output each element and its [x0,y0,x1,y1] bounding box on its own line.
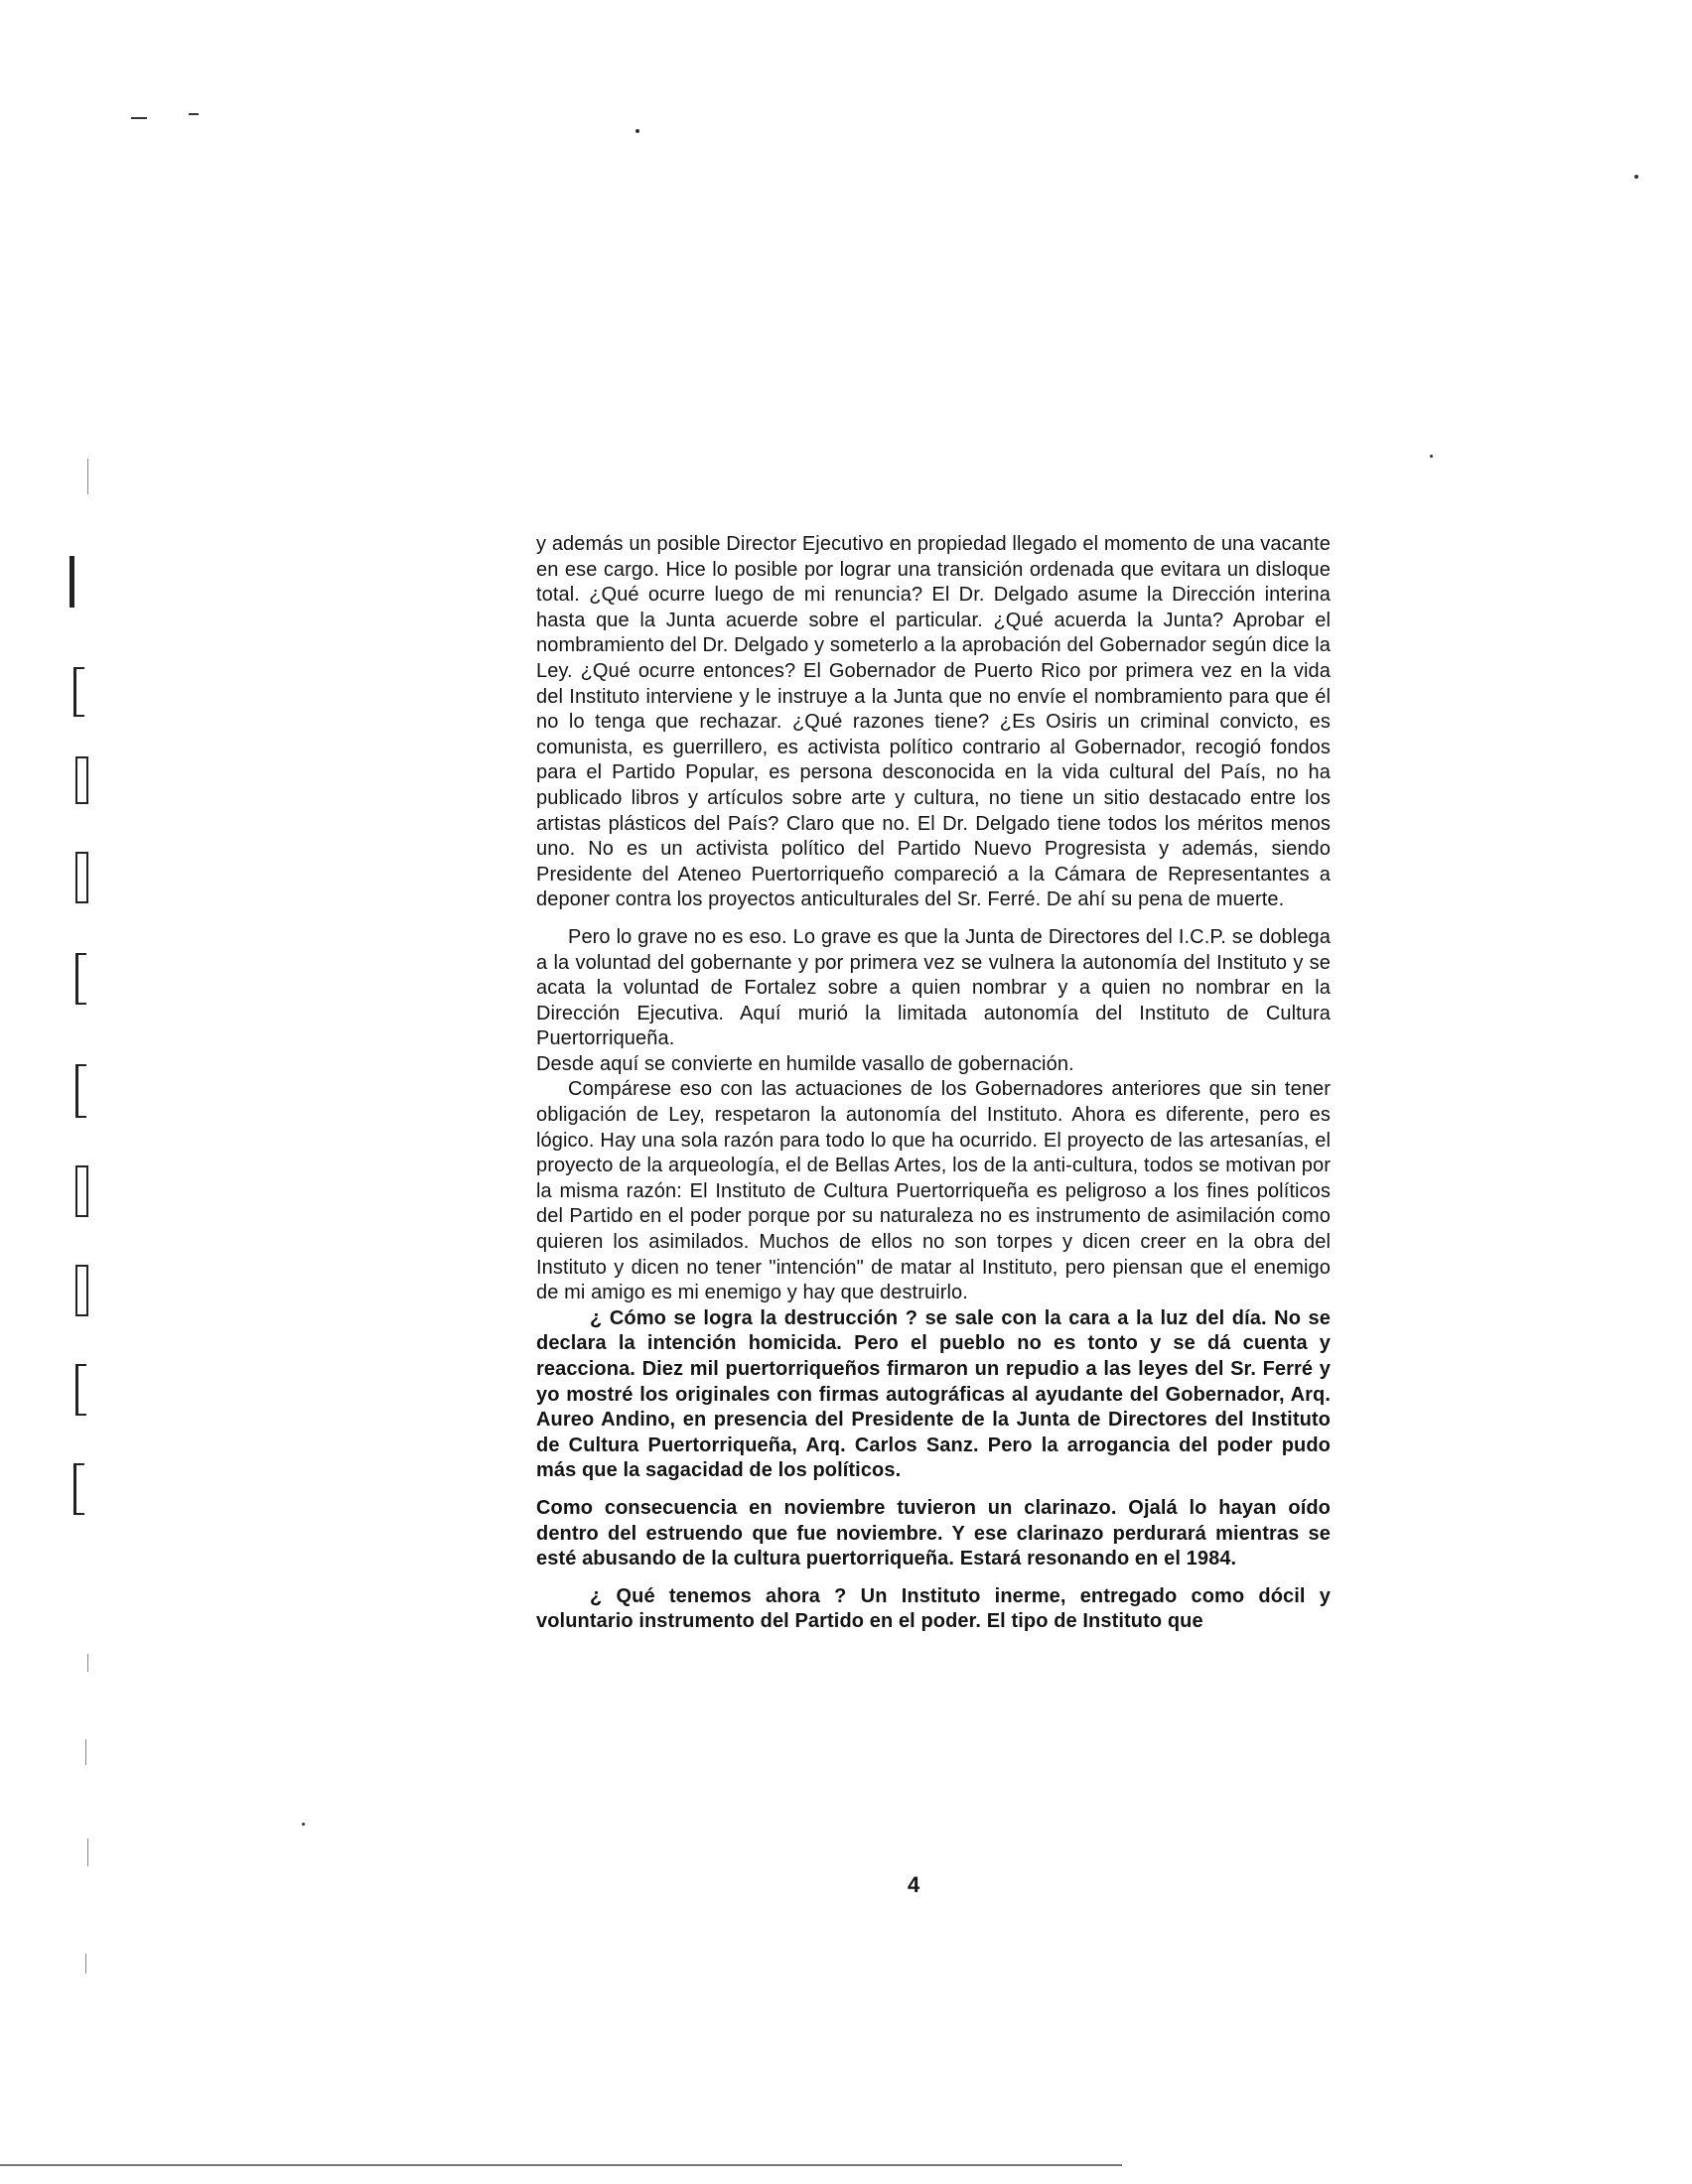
margin-mark [75,852,88,903]
paragraph: Desde aquí se convierte en humilde vasallo de gobernación. [536,1052,1074,1075]
scan-edge-line [0,2164,1122,2166]
scan-artifact [85,1954,86,1974]
margin-mark [75,756,88,804]
document-body [536,532,1331,1635]
scan-speck [1634,175,1638,179]
scan-speck [131,117,147,119]
scan-speck [189,113,199,115]
page-number: 4 [908,1872,920,1897]
scan-artifact [87,1654,88,1672]
margin-mark [75,1364,86,1416]
margin-mark [75,1064,86,1118]
margin-mark [70,556,74,608]
paragraph: Pero lo grave no es eso. Lo grave es que la Junta de Directores del I.C.P. se doblega a la voluntad del gobernante y por primera vez se vulnera la autonomía del Instituto y se acata la voluntad de Fortalez sobre a quien nombrar y a quien no nombrar en la Dirección Ejecutiva. Aquí murió la limitada autonomía del Instituto de Cultura Puertorriqueña. [536,925,1331,1050]
paragraph: ¿ Qué tenemos ahora ? Un Instituto inerme, entregado como dócil y voluntario instrumento del Partido en el poder. El tipo de Instituto que [536,1584,1331,1633]
paragraph: Compárese eso con las actuaciones de los Gobernadores anteriores que sin tener obligación de Ley, respetaron la autonomía del Instituto. Ahora es diferente, pero es lógico. Hay una sola razón para todo lo que ha ocurrido. El proyecto de las artesanías, el proyecto de la arqueología, el de Bellas Artes, los de la anti-cultura, todos se motivan por la misma razón: El Instituto de Cultura Puertorriqueña es peligroso a los fines políticos del Partido en el poder porque por su naturaleza no es instrumento de asimilación como quieren los asimilados. Muchos de ellos no son torpes y dicen creer en la obra del Instituto y dicen no tener "intención" de matar al Instituto, pero piensan que el enemigo de mi amigo es mi enemigo y hay que destruirlo. [536,1078,1331,1304]
margin-mark [75,1165,88,1217]
scan-speck [1430,455,1433,458]
margin-mark [75,1265,88,1316]
paragraph: y además un posible Director Ejecutivo en propiedad llegado el momento de una vacante en ese cargo. Hice lo posible por lograr una transición ordenada que evitara un disloque total. ¿Qué ocurre luego de mi renuncia? El Dr. Delgado asume la Dirección interina hasta que la Junta acuerde sobre el particular. ¿Qué acuerda la Junta? Aprobar el nombramiento del Dr. Delgado y someterlo a la aprobación del Gobernador según dice la Ley. ¿Qué ocurre entonces? El Gobernador de Puerto Rico por primera vez en la vida del Instituto interviene y le instruye a la Junta que no envíe el nombramiento para que él no lo tenga que rechazar. ¿Qué razones tiene? ¿Es Osiris un criminal convicto, es comunista, es guerrillero, es activista político contrario al Gobernador, recogió fondos para el Partido Popular, es persona desconocida en la vida cultural del País, no ha publicado libros y artículos sobre arte y cultura, no tiene un sitio destacado entre los artistas plásticos del País? Claro que no. El Dr. Delgado tiene todos los méritos menos uno. No es un activista político del Partido Nuevo Progresista y además, siendo Presidente del Ateneo Puertorriqueño compareció a la Cámara de Representantes a deponer contra los proyectos anticulturales del Sr. Ferré. De ahí su pena de muerte. [536,533,1331,911]
scan-speck [302,1823,305,1826]
scan-artifact [85,1739,86,1765]
scan-speck [635,129,639,133]
scan-artifact [87,1839,88,1866]
scan-artifact [87,459,88,494]
margin-mark [73,667,84,717]
paragraph: Como consecuencia en noviembre tuvieron un clarinazo. Ojalá lo hayan oído dentro del estruendo que fue noviembre. Y ese clarinazo perdurará mientras se esté abusando de la cultura puertorriqueña. Estará resonando en el 1984. [536,1496,1331,1570]
paragraph: ¿ Cómo se logra la destrucción ? se sale con la cara a la luz del día. No se declara la intención homicida. Pero el pueblo no es tonto y se dá cuenta y reacciona. Diez mil puertorriqueños firmaron un repudio a las leyes del Sr. Ferré y yo mostré los originales con firmas autográficas al ayudante del Gobernador, Arq. Aureo Andino, en presencia del Presidente de la Junta de Directores del Instituto de Cultura Puertorriqueña, Arq. Carlos Sanz. Pero la arrogancia del poder pudo más que la sagacidad de los políticos. [536,1306,1331,1482]
margin-scan-marks [60,556,119,1886]
margin-mark [73,1463,84,1515]
margin-mark [75,953,86,1005]
